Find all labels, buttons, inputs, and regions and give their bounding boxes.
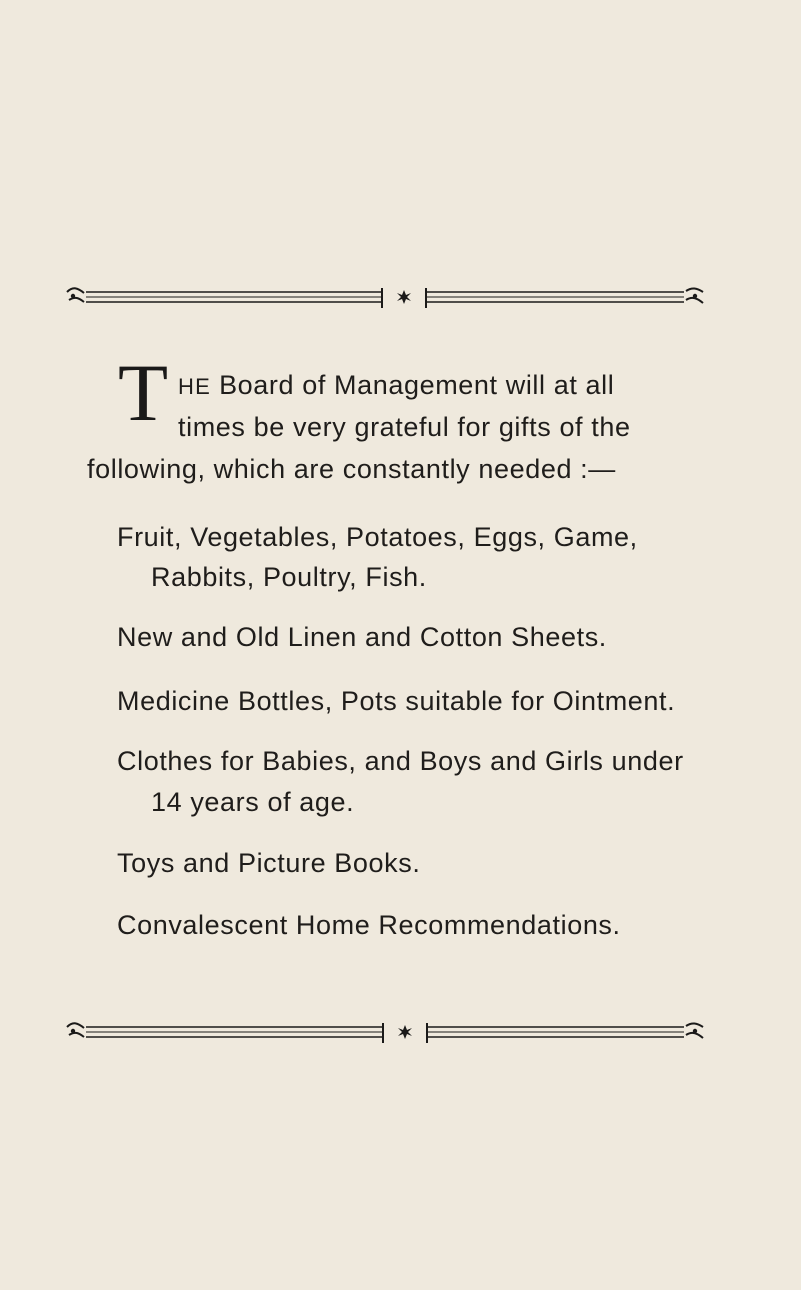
- list-item-5: Toys and Picture Books.: [117, 848, 421, 878]
- intro-line-1: [178, 370, 614, 401]
- intro-line-2: times be very grateful for gifts of the: [178, 412, 631, 442]
- list-item-3: Medicine Bottles, Pots suitable for Ointment.: [117, 686, 676, 716]
- list-item-4-line-2: 14 years of age.: [151, 787, 355, 817]
- dropcap-letter: T: [118, 347, 169, 438]
- intro-line-3: following, which are constantly needed :—: [87, 454, 616, 484]
- list-item-1-line-1: Fruit, Vegetables, Potatoes, Eggs, Game,: [117, 522, 638, 552]
- asterisk-ornament-icon: [0, 1013, 801, 1053]
- intro-line-1-rest: Board of Management will at all: [210, 370, 615, 400]
- list-item-2: New and Old Linen and Cotton Sheets.: [117, 622, 607, 652]
- bottom-ornament-rule: [0, 1013, 801, 1053]
- list-item-6: Convalescent Home Recommendations.: [117, 910, 621, 940]
- smallcaps-start: HE: [178, 374, 211, 399]
- list-item-1-line-2: Rabbits, Poultry, Fish.: [151, 562, 427, 592]
- list-item-4-line-1: Clothes for Babies, and Boys and Girls under: [117, 746, 684, 776]
